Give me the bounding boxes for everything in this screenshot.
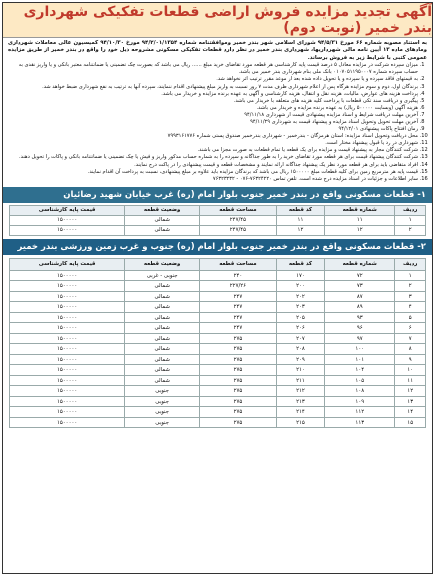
column-header: وضعیت قطعه [125, 205, 200, 215]
table-cell: ۱۵۰۰۰۰۰ [10, 344, 125, 355]
section2-title: ۲- قطعات مسکونی واقع در بندر خمیر جنوب بلوار امام (ره) جنوب و غرب زمین ورزشی بندر خمیر [3, 239, 432, 255]
table-row [10, 375, 426, 386]
column-header: وضعیت قطعه [125, 258, 200, 270]
column-header: قیمت پایه کارشناسی [10, 205, 125, 215]
table-cell: ۲ [395, 281, 426, 292]
term-item: 13. شرکت کنندگان پیشنهاد قیمت برای هر قطعه مورد تقاضای خرید را به طور جداگانه و سپرده را به شماره حساب مذکور واریز و فیش یا چک تضمینی یا ضمانتنامه بانکی و پاکات را تحویل دهند. [8, 154, 418, 161]
column-header: کد قطعه [276, 258, 324, 270]
table-cell: شمالی [125, 333, 200, 344]
table-cell: جنوبی - غربی [125, 270, 200, 281]
term-item: 10. محل دریافت وتحویل اسناد مزایده: استان هرمزگان - بندرخمیر - شهرداری بندرخمیر صندوق پستی شماره ۷۹۹۳۱۶۱۷۷۶ [8, 133, 418, 140]
table-cell: ۱۵۰۰۰۰۰ [10, 270, 125, 281]
term-item: 7. آخرین مهلت دریافت شرایط و اسناد مزایده پیشنهادی قیمت از شهرداری ۹۴/۱۱/۱۸ [8, 112, 418, 119]
table-row [10, 312, 426, 323]
table-cell: ۲۷۵ [200, 386, 277, 397]
table-cell: ۲۴۰ [200, 270, 277, 281]
table-cell: ۱۱۳ [325, 417, 395, 428]
table-cell: ۲۱۱ [276, 375, 324, 386]
table-cell: ۲۰۹ [276, 354, 324, 365]
table-cell: ۱۲ [325, 225, 395, 235]
table-cell: ۱۵۰۰۰۰۰ [10, 333, 125, 344]
table-cell: شمالی [125, 215, 200, 225]
table-cell: ۱۵۰۰۰۰۰ [10, 375, 125, 386]
column-header: شماره قطعه [325, 258, 395, 270]
table-cell: شمالی [125, 281, 200, 292]
table-cell: ۵ [395, 312, 426, 323]
table-cell: ۲۴۷/۴۵ [200, 215, 277, 225]
table-cell: ۲۰۵ [276, 312, 324, 323]
table-cell: ۱۲ [276, 225, 324, 235]
table-cell: ۹۶ [325, 323, 395, 334]
table-cell: ۲۰۷ [276, 333, 324, 344]
table-cell: ۱۴ [395, 407, 426, 418]
terms-list [3, 62, 432, 183]
table-cell: ۸۷ [325, 291, 395, 302]
column-header: مساحت قطعه [200, 205, 277, 215]
table-row [10, 386, 426, 397]
table-cell: ۲۱۳ [276, 396, 324, 407]
table-cell: ۹ [395, 354, 426, 365]
table-cell: ۱۵۰۰۰۰۰ [10, 225, 125, 235]
table-row [10, 323, 426, 334]
table-cell: ۱۰۸ [325, 386, 395, 397]
table-cell: ۹۷ [325, 333, 395, 344]
term-item: 5. پیگیری و دریافت سند تکی قطعات با پرداخت کلیه هزینه های متعلقه با خریدار می باشد. [8, 98, 418, 105]
table-cell: ۷ [395, 333, 426, 344]
column-header: ردیف [395, 205, 426, 215]
table-row [10, 396, 426, 407]
table-cell: ۷۳ [325, 281, 395, 292]
term-item: 8. آخرین مهلت تحویل وتحویل اسناد مزایده و پیشنهاد قیمت به شهرداری ۹۴/۱۱/۲۹ [8, 119, 418, 126]
table-cell: ۱۱ [325, 215, 395, 225]
table-cell: ۱۵۰۰۰۰۰ [10, 417, 125, 428]
table-cell: ۱۵۰۰۰۰۰ [10, 302, 125, 313]
table-cell: ۲۷۵ [200, 407, 277, 418]
term-item: 15. قیمت پایه هر مترمربع زمین برای کلیه قطعات مبلغ ۱۵۰۰۰۰۰ ریال می باشد که برندگان مزایده باید علاوه بر مبلغ پیشنهادی، نسبت به پرداخت آن اقدام نمایند. [8, 169, 418, 176]
table-cell: شمالی [125, 312, 200, 323]
table-cell: ۲۱۰ [276, 365, 324, 376]
table-row [10, 281, 426, 292]
section2-table [9, 258, 426, 429]
table-cell: ۲۱۲ [276, 386, 324, 397]
table-cell: ۱۱ [395, 375, 426, 386]
table-cell: ۱۰۵ [325, 375, 395, 386]
table-cell: ۲۷۵ [200, 396, 277, 407]
table-cell: ۲۱۵ [276, 417, 324, 428]
table-cell: ۲۰۸ [276, 344, 324, 355]
notice-intro: به استناد مصوبه شماره ۶۶ مورخ ۹۴/۵/۳۱ شورای اسلامی شهر بندر خمیر وموافقتنامه شماره ۹۴/۲/۰۱/۱۳۵۴ مورخ ۹۴/۱۰/۳۰ کمیسیون عالی معاملات شهرداری ومادهای ماده ۱۳ آیین نامه مالی شهرداریها، شهرداری بندر خمیر در نظر دارد قطعات تفکیکی مسکونی مشروحه ذیل خود را واقع در بندر خمیر از طریق مزایده عمومی کتبی با شرایط زیر به فروش برساند. [8, 40, 427, 61]
table-cell: ۱۰۱ [325, 354, 395, 365]
term-item: 16. سایر اطلاعات و جزئیات در اسناد مزایده درج شده است. تلفن تماس ۷۶۳۲۴۲۲۰-۰۷۶ - ۷۶۳۲۳۲۳۲ [8, 176, 418, 183]
table-cell: ۱۵۰۰۰۰۰ [10, 281, 125, 292]
table-cell: جنوبی [125, 417, 200, 428]
table-cell: ۴ [395, 302, 426, 313]
table-cell: ۲۷۵ [200, 365, 277, 376]
auction-notice [2, 2, 433, 574]
table-cell: ۱۰۴ [325, 365, 395, 376]
table-cell: ۱۵۰۰۰۰۰ [10, 386, 125, 397]
column-header: کد قطعه [276, 205, 324, 215]
section1-table [9, 205, 426, 236]
table-cell: شمالی [125, 323, 200, 334]
table-cell: ۲۷۵ [200, 354, 277, 365]
table-cell: ۱۰۰ [325, 344, 395, 355]
table-cell: شمالی [125, 225, 200, 235]
table-cell: ۱۵۰۰۰۰۰ [10, 291, 125, 302]
table-cell: ۱ [395, 270, 426, 281]
term-item: 6. هزینه آگهی (وبسایت ۵۰۰۰۰۰ ریال) به عهده برنده مزایده و خریدار می باشد. [8, 105, 418, 112]
table-cell: ۱۰۹ [325, 396, 395, 407]
table-cell: ۲۴۷ [200, 291, 277, 302]
table-cell: ۲۷۵ [200, 375, 277, 386]
table-cell: جنوبی [125, 407, 200, 418]
table-cell: جنوبی [125, 386, 200, 397]
column-header: شماره قطعه [325, 205, 395, 215]
table-cell: ۲۷۵ [200, 344, 277, 355]
table-row [10, 354, 426, 365]
table-cell: ۲۴۷ [200, 323, 277, 334]
column-header: قیمت پایه کارشناسی [10, 258, 125, 270]
table-cell: ۲۰۳ [276, 302, 324, 313]
table-cell: ۱۵۰۰۰۰۰ [10, 323, 125, 334]
column-header: ردیف [395, 258, 426, 270]
table-row [10, 291, 426, 302]
section1-title: ۱- قطعات مسکونی واقع در بندر خمیر جنوب بلوار امام (ره) غرب خیابان شهید رضائیان [3, 187, 432, 203]
table-cell: ۲۲۷/۲۶ [200, 281, 277, 292]
table-cell: ۹۳ [325, 312, 395, 323]
table-row [10, 225, 426, 235]
table-row [10, 215, 426, 225]
table-cell: ۱۱ [276, 215, 324, 225]
table-cell: شمالی [125, 302, 200, 313]
table-row [10, 344, 426, 355]
table-row [10, 407, 426, 418]
table-cell: شمالی [125, 365, 200, 376]
table-cell: ۲۷۵ [200, 333, 277, 344]
table-cell: ۸۹ [325, 302, 395, 313]
term-item: 11. شهرداری در رد یا قبول پیشنهاد مختار است. [8, 140, 418, 147]
table-cell: ۲۴۷ [200, 312, 277, 323]
table-cell: شمالی [125, 291, 200, 302]
term-item: 1. میزان سپرده شرکت در مزایده معادل ۵ درصد قیمت پایه کارشناسی هر قطعه مورد تقاضای خرید مبلغ ...... ریال می باشد که بصورت چک تضمینی یا ضمانتنامه معتبر بانکی و یا واریز نقدی به حساب سپرده شماره ۰۱۰۷۰۵۱۱۹۵۰۰۰۷ بانک ملی بنام شهرداری بندر خمیر می باشد. [8, 62, 418, 76]
table-cell: ۱۵۰۰۰۰۰ [10, 396, 125, 407]
table-cell: ۳ [395, 291, 426, 302]
table-cell: شمالی [125, 344, 200, 355]
table-cell: ۲۰۲ [276, 291, 324, 302]
table-cell: ۲۴۷/۴۵ [200, 225, 277, 235]
table-cell: ۱۵۰۰۰۰۰ [10, 354, 125, 365]
table-cell: ۱۳ [395, 396, 426, 407]
table-cell: جنوبی [125, 396, 200, 407]
table-cell: ۱۵۰۰۰۰۰ [10, 407, 125, 418]
table-cell: ۲۰۰ [276, 281, 324, 292]
table-cell: ۲۰۶ [276, 323, 324, 334]
table-row [10, 333, 426, 344]
table-cell: ۲۷۵ [200, 417, 277, 428]
table-cell: ۱۵۰۰۰۰۰ [10, 312, 125, 323]
table-cell: ۱۵۰۰۰۰۰ [10, 215, 125, 225]
table-cell: ۱۵۰۰۰۰۰ [10, 365, 125, 376]
table-cell: ۱۵ [395, 417, 426, 428]
table-row [10, 365, 426, 376]
table-cell: ۲ [395, 225, 426, 235]
table-row [10, 302, 426, 313]
term-item: 2. به قیمتهای فاقد سپرده و یا سپرده و یا تحویل داده شده بعد از موعد مقرر ترتیب اثر نخواهد شد. [8, 76, 418, 83]
table-cell: ۱۱۲ [325, 407, 395, 418]
notice-title: آگهی تجدید مزایده فروش اراضی قطعات تفکیکی شهرداری بندر خمیر (نوبت دوم) [3, 3, 432, 38]
term-item: 4. پرداخت هزینه های عوارض، مالیات، هزینه نقل و انتقال، هزینه کارشناسی و آگهی به عهده برنده مزایده و خریدار می باشد. [8, 91, 418, 98]
table-row [10, 270, 426, 281]
term-item: 12. شرکت کنندگان مجاز به پیشنهاد قیمت و مزایده برای یک قطعه یا تمام قطعات به صورت مجزا می باشند. [8, 147, 418, 154]
table-cell: ۷۲ [325, 270, 395, 281]
table-cell: ۱ [395, 215, 426, 225]
table-row [10, 417, 426, 428]
table-cell: ۱۲ [395, 386, 426, 397]
table-cell: شمالی [125, 375, 200, 386]
table-cell: ۶ [395, 323, 426, 334]
term-item: 9. زمان افتتاح پاکات پیشنهادی ۹۴/۱۲/۰۱ [8, 126, 418, 133]
table-cell: ۲۴۷ [200, 302, 277, 313]
term-item: 14. افراد متقاضی باید برای هر قطعه مورد نظر یک پیشنهاد جداگانه ارائه نمایند و مشخصات قطعه و قیمت پیشنهادی را در پاکت درج نمایند. [8, 162, 418, 169]
table-cell: شمالی [125, 354, 200, 365]
column-header: مساحت قطعه [200, 258, 277, 270]
table-cell: ۱۰ [395, 365, 426, 376]
table-cell: ۸ [395, 344, 426, 355]
term-item: 3. برندگان اول، دوم و سوم مزایده هرگاه پس از اعلام شهرداری ظرف مدت ۷ روز نسبت به واریز مبلغ پیشنهادی اقدام ننمایند، سپرده آنها به ترتیب به نفع شهرداری ضبط خواهد شد. [8, 84, 418, 91]
table-cell: ۲۱۴ [276, 407, 324, 418]
table-cell: ۱۷۰ [276, 270, 324, 281]
